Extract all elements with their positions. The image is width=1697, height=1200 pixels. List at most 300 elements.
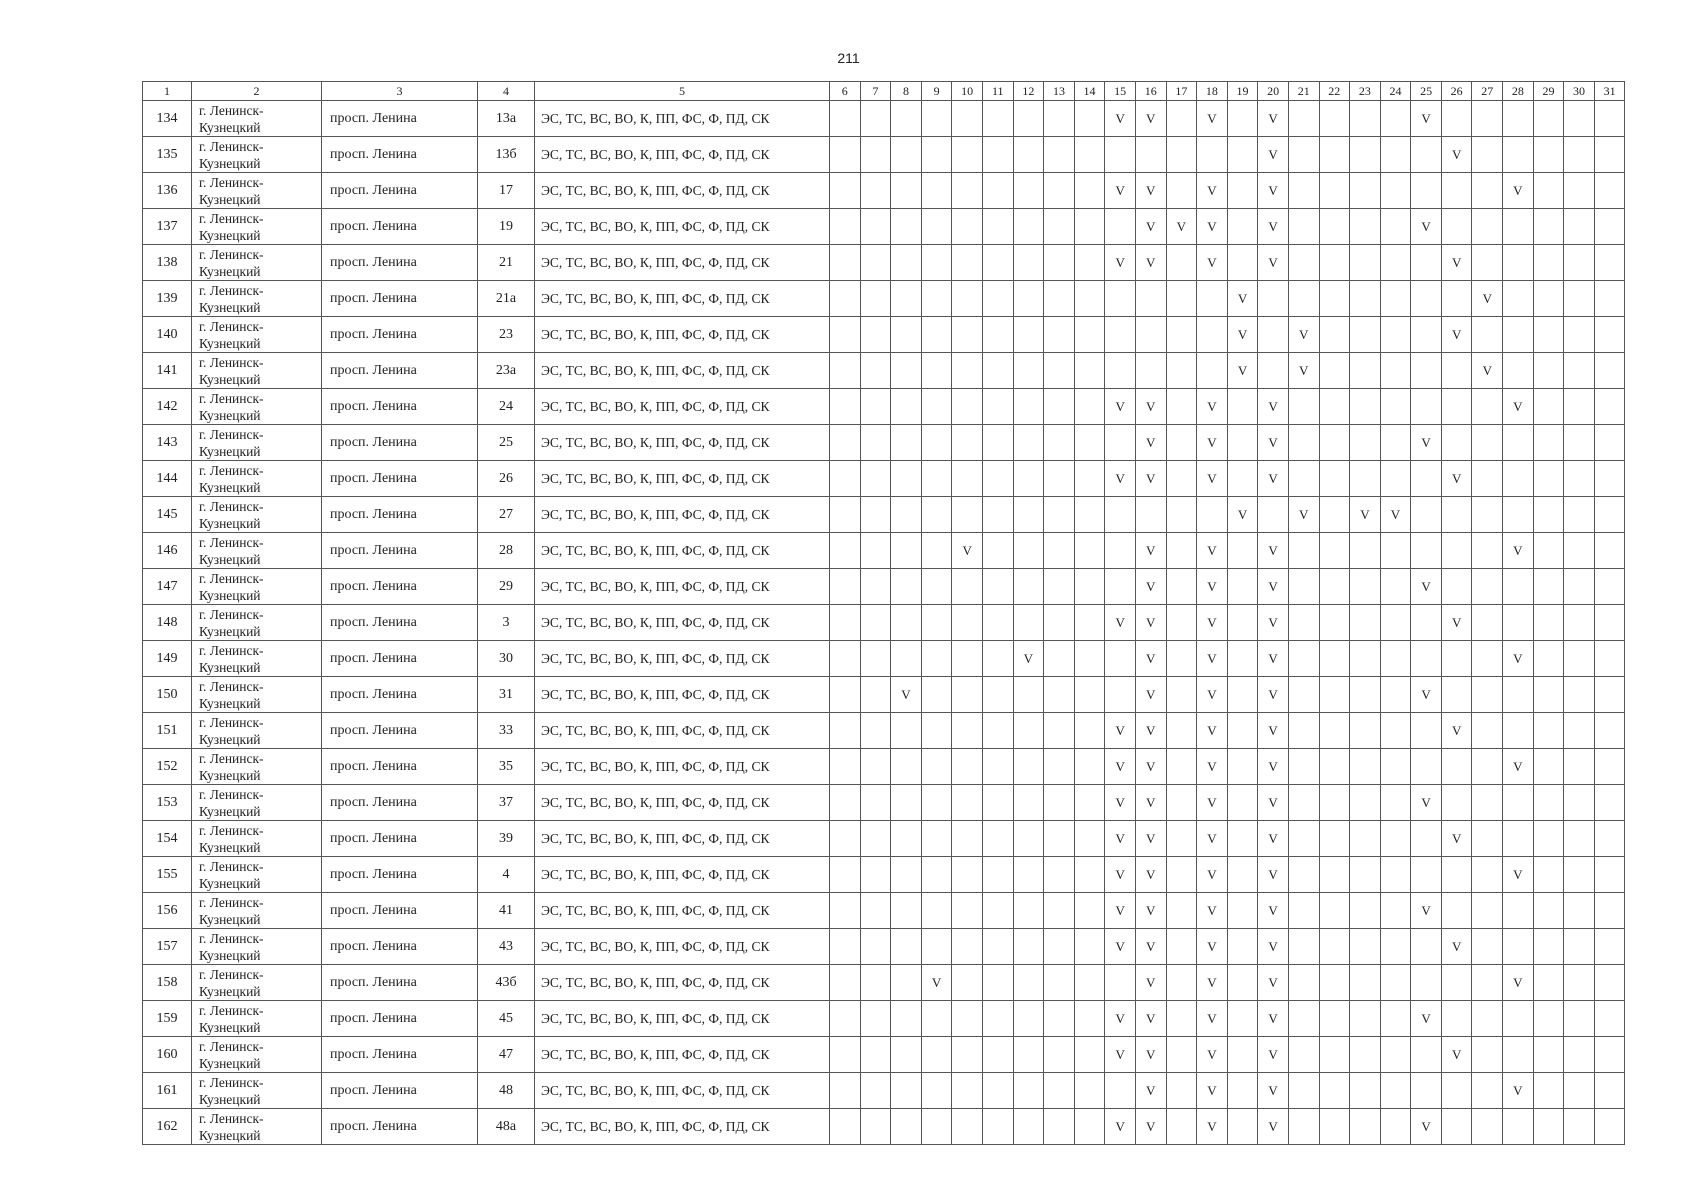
flag-cell-11 (982, 857, 1013, 893)
flag-cell-25 (1411, 425, 1442, 461)
flag-cell-7 (860, 173, 891, 209)
flag-cell-26 (1441, 785, 1472, 821)
flag-cell-15 (1105, 317, 1136, 353)
flag-cell-20 (1258, 173, 1289, 209)
flag-cell-20 (1258, 605, 1289, 641)
table-row (143, 1037, 1625, 1073)
flag-cell-13 (1044, 713, 1075, 749)
city-cell: г. Ленинск-Кузнецкий (192, 1037, 322, 1073)
row-number-cell: 137 (143, 209, 192, 245)
check-mark: V (1115, 1010, 1125, 1026)
check-mark: V (1237, 290, 1248, 306)
column-header-4: 4 (478, 82, 535, 101)
house-number-cell: 29 (478, 569, 535, 605)
house-number-cell: 26 (478, 461, 535, 497)
flag-cell-28 (1503, 893, 1534, 929)
flag-cell-6 (830, 1001, 861, 1037)
flag-cell-7 (860, 641, 891, 677)
flag-cell-26 (1441, 137, 1472, 173)
flag-cell-12 (1013, 785, 1044, 821)
row-number-cell: 154 (143, 821, 192, 857)
flag-cell-16 (1135, 965, 1166, 1001)
row-number-cell: 138 (143, 245, 192, 281)
check-mark: V (1237, 506, 1248, 522)
row-number-cell: 152 (143, 749, 192, 785)
check-mark: V (1115, 254, 1125, 270)
check-mark: V (1207, 542, 1217, 558)
flag-cell-23 (1350, 497, 1381, 533)
flag-cell-23 (1350, 173, 1381, 209)
flag-cell-22 (1319, 1109, 1350, 1145)
check-mark: V (1268, 398, 1278, 414)
flag-cell-25 (1411, 533, 1442, 569)
flag-cell-19 (1227, 1001, 1258, 1037)
flag-cell-19 (1227, 101, 1258, 137)
flag-cell-17 (1166, 1001, 1197, 1037)
flag-cell-27 (1472, 965, 1503, 1001)
check-mark: V (1115, 614, 1125, 630)
flag-cell-29 (1533, 281, 1564, 317)
flag-cell-11 (982, 497, 1013, 533)
flag-cell-7 (860, 353, 891, 389)
flag-cell-26 (1441, 1073, 1472, 1109)
flag-cell-18 (1197, 929, 1228, 965)
flag-cell-7 (860, 677, 891, 713)
column-header-29: 29 (1533, 82, 1564, 101)
flag-cell-30 (1564, 1109, 1595, 1145)
flag-cell-10 (952, 677, 983, 713)
flag-cell-7 (860, 1073, 891, 1109)
flag-cell-26 (1441, 677, 1472, 713)
flag-cell-7 (860, 929, 891, 965)
flag-cell-8 (891, 1037, 922, 1073)
flag-cell-11 (982, 893, 1013, 929)
check-mark: V (1207, 830, 1217, 846)
table-row (143, 785, 1625, 821)
flag-cell-25 (1411, 245, 1442, 281)
flag-cell-21 (1288, 245, 1319, 281)
check-mark: V (1207, 578, 1217, 594)
flag-cell-12 (1013, 1109, 1044, 1145)
flag-cell-14 (1074, 209, 1105, 245)
flag-cell-25 (1411, 281, 1442, 317)
flag-cell-20 (1258, 425, 1289, 461)
flag-cell-9 (921, 245, 952, 281)
flag-cell-6 (830, 425, 861, 461)
check-mark: V (1451, 326, 1462, 342)
flag-cell-7 (860, 749, 891, 785)
flag-cell-21 (1288, 965, 1319, 1001)
flag-cell-29 (1533, 641, 1564, 677)
flag-cell-18 (1197, 245, 1228, 281)
flag-cell-9 (921, 497, 952, 533)
flag-cell-30 (1564, 353, 1595, 389)
flag-cell-18 (1197, 749, 1228, 785)
flag-cell-22 (1319, 677, 1350, 713)
services-cell: ЭС, ТС, ВС, ВО, К, ПП, ФС, Ф, ПД, СК (535, 893, 830, 929)
table-row (143, 245, 1625, 281)
flag-cell-19 (1227, 497, 1258, 533)
row-number-cell: 139 (143, 281, 192, 317)
flag-cell-16 (1135, 353, 1166, 389)
flag-cell-15 (1105, 605, 1136, 641)
flag-cell-10 (952, 1001, 983, 1037)
flag-cell-15 (1105, 641, 1136, 677)
street-cell: просп. Ленина (322, 713, 478, 749)
flag-cell-24 (1380, 137, 1411, 173)
check-mark: V (1268, 146, 1278, 162)
flag-cell-18 (1197, 1109, 1228, 1145)
column-header-21: 21 (1288, 82, 1319, 101)
flag-cell-23 (1350, 713, 1381, 749)
flag-cell-22 (1319, 101, 1350, 137)
flag-cell-7 (860, 281, 891, 317)
city-cell: г. Ленинск-Кузнецкий (192, 929, 322, 965)
flag-cell-8 (891, 1001, 922, 1037)
row-number-cell: 162 (143, 1109, 192, 1145)
flag-cell-28 (1503, 857, 1534, 893)
check-mark: V (1268, 866, 1278, 882)
flag-cell-20 (1258, 857, 1289, 893)
flag-cell-30 (1564, 317, 1595, 353)
street-cell: просп. Ленина (322, 425, 478, 461)
flag-cell-8 (891, 389, 922, 425)
flag-cell-13 (1044, 209, 1075, 245)
flag-cell-14 (1074, 245, 1105, 281)
flag-cell-9 (921, 857, 952, 893)
table-row (143, 569, 1625, 605)
flag-cell-14 (1074, 281, 1105, 317)
services-cell: ЭС, ТС, ВС, ВО, К, ПП, ФС, Ф, ПД, СК (535, 929, 830, 965)
flag-cell-20 (1258, 137, 1289, 173)
flag-cell-9 (921, 1073, 952, 1109)
flag-cell-27 (1472, 677, 1503, 713)
flag-cell-31 (1594, 1001, 1625, 1037)
flag-cell-23 (1350, 461, 1381, 497)
flag-cell-20 (1258, 713, 1289, 749)
check-mark: V (1268, 686, 1278, 702)
flag-cell-15 (1105, 497, 1136, 533)
check-mark: V (1421, 902, 1431, 918)
flag-cell-20 (1258, 101, 1289, 137)
flag-cell-31 (1594, 497, 1625, 533)
flag-cell-24 (1380, 173, 1411, 209)
flag-cell-28 (1503, 173, 1534, 209)
flag-cell-9 (921, 173, 952, 209)
flag-cell-31 (1594, 929, 1625, 965)
flag-cell-16 (1135, 713, 1166, 749)
street-cell: просп. Ленина (322, 785, 478, 821)
table-row (143, 137, 1625, 173)
flag-cell-25 (1411, 749, 1442, 785)
flag-cell-21 (1288, 353, 1319, 389)
flag-cell-8 (891, 101, 922, 137)
services-cell: ЭС, ТС, ВС, ВО, К, ПП, ФС, Ф, ПД, СК (535, 713, 830, 749)
check-mark: V (1146, 1046, 1156, 1062)
flag-cell-26 (1441, 893, 1472, 929)
flag-cell-7 (860, 713, 891, 749)
city-cell: г. Ленинск-Кузнецкий (192, 821, 322, 857)
city-cell: г. Ленинск-Кузнецкий (192, 785, 322, 821)
flag-cell-30 (1564, 389, 1595, 425)
flag-cell-22 (1319, 569, 1350, 605)
services-cell: ЭС, ТС, ВС, ВО, К, ПП, ФС, Ф, ПД, СК (535, 173, 830, 209)
flag-cell-14 (1074, 929, 1105, 965)
flag-cell-12 (1013, 605, 1044, 641)
flag-cell-26 (1441, 857, 1472, 893)
flag-cell-9 (921, 569, 952, 605)
flag-cell-30 (1564, 533, 1595, 569)
flag-cell-31 (1594, 785, 1625, 821)
flag-cell-23 (1350, 533, 1381, 569)
flag-cell-23 (1350, 965, 1381, 1001)
flag-cell-10 (952, 281, 983, 317)
street-cell: просп. Ленина (322, 245, 478, 281)
flag-cell-15 (1105, 461, 1136, 497)
flag-cell-14 (1074, 533, 1105, 569)
flag-cell-16 (1135, 389, 1166, 425)
flag-cell-26 (1441, 605, 1472, 641)
flag-cell-22 (1319, 1037, 1350, 1073)
check-mark: V (1176, 218, 1187, 234)
house-number-cell: 3 (478, 605, 535, 641)
flag-cell-6 (830, 677, 861, 713)
row-number-cell: 158 (143, 965, 192, 1001)
flag-cell-30 (1564, 101, 1595, 137)
flag-cell-11 (982, 245, 1013, 281)
flag-cell-21 (1288, 101, 1319, 137)
flag-cell-9 (921, 425, 952, 461)
table-row (143, 209, 1625, 245)
column-header-14: 14 (1074, 82, 1105, 101)
house-number-cell: 39 (478, 821, 535, 857)
check-mark: V (1207, 1046, 1217, 1062)
flag-cell-20 (1258, 821, 1289, 857)
table-row (143, 173, 1625, 209)
check-mark: V (1299, 362, 1309, 378)
flag-cell-12 (1013, 749, 1044, 785)
flag-cell-24 (1380, 749, 1411, 785)
flag-cell-6 (830, 209, 861, 245)
flag-cell-16 (1135, 857, 1166, 893)
flag-cell-20 (1258, 929, 1289, 965)
flag-cell-28 (1503, 317, 1534, 353)
flag-cell-29 (1533, 209, 1564, 245)
flag-cell-27 (1472, 173, 1503, 209)
column-header-7: 7 (860, 82, 891, 101)
flag-cell-7 (860, 965, 891, 1001)
check-mark: V (1268, 470, 1278, 486)
check-mark: V (1207, 686, 1217, 702)
flag-cell-17 (1166, 893, 1197, 929)
flag-cell-23 (1350, 749, 1381, 785)
flag-cell-17 (1166, 317, 1197, 353)
flag-cell-18 (1197, 605, 1228, 641)
check-mark: V (1451, 470, 1462, 486)
flag-cell-27 (1472, 857, 1503, 893)
flag-cell-12 (1013, 317, 1044, 353)
flag-cell-11 (982, 1109, 1013, 1145)
column-header-17: 17 (1166, 82, 1197, 101)
flag-cell-31 (1594, 749, 1625, 785)
flag-cell-20 (1258, 317, 1289, 353)
row-number-cell: 146 (143, 533, 192, 569)
flag-cell-10 (952, 425, 983, 461)
flag-cell-29 (1533, 497, 1564, 533)
column-header-27: 27 (1472, 82, 1503, 101)
flag-cell-25 (1411, 209, 1442, 245)
flag-cell-27 (1472, 605, 1503, 641)
flag-cell-10 (952, 389, 983, 425)
flag-cell-15 (1105, 965, 1136, 1001)
street-cell: просп. Ленина (322, 533, 478, 569)
flag-cell-29 (1533, 1037, 1564, 1073)
services-cell: ЭС, ТС, ВС, ВО, К, ПП, ФС, Ф, ПД, СК (535, 1073, 830, 1109)
services-cell: ЭС, ТС, ВС, ВО, К, ПП, ФС, Ф, ПД, СК (535, 785, 830, 821)
house-number-cell: 33 (478, 713, 535, 749)
flag-cell-23 (1350, 821, 1381, 857)
flag-cell-28 (1503, 389, 1534, 425)
check-mark: V (1207, 182, 1217, 198)
check-mark: V (1268, 1082, 1278, 1098)
house-number-cell: 19 (478, 209, 535, 245)
check-mark: V (1146, 722, 1156, 738)
flag-cell-15 (1105, 749, 1136, 785)
flag-cell-27 (1472, 1037, 1503, 1073)
flag-cell-19 (1227, 569, 1258, 605)
check-mark: V (1513, 758, 1523, 774)
flag-cell-16 (1135, 641, 1166, 677)
column-header-15: 15 (1105, 82, 1136, 101)
column-header-18: 18 (1197, 82, 1228, 101)
flag-cell-9 (921, 389, 952, 425)
flag-cell-25 (1411, 965, 1442, 1001)
flag-cell-27 (1472, 137, 1503, 173)
flag-cell-24 (1380, 389, 1411, 425)
check-mark: V (1451, 722, 1462, 738)
check-mark: V (1146, 794, 1156, 810)
check-mark: V (1451, 146, 1462, 162)
flag-cell-23 (1350, 1073, 1381, 1109)
flag-cell-29 (1533, 749, 1564, 785)
flag-cell-27 (1472, 245, 1503, 281)
flag-cell-9 (921, 641, 952, 677)
flag-cell-9 (921, 101, 952, 137)
flag-cell-12 (1013, 929, 1044, 965)
house-number-cell: 30 (478, 641, 535, 677)
flag-cell-12 (1013, 101, 1044, 137)
flag-cell-11 (982, 425, 1013, 461)
table-row (143, 605, 1625, 641)
flag-cell-31 (1594, 857, 1625, 893)
flag-cell-12 (1013, 461, 1044, 497)
flag-cell-29 (1533, 317, 1564, 353)
flag-cell-15 (1105, 569, 1136, 605)
flag-cell-26 (1441, 281, 1472, 317)
city-cell: г. Ленинск-Кузнецкий (192, 101, 322, 137)
check-mark: V (1268, 1118, 1278, 1134)
flag-cell-27 (1472, 749, 1503, 785)
check-mark: V (1421, 1010, 1431, 1026)
flag-cell-31 (1594, 1037, 1625, 1073)
flag-cell-30 (1564, 713, 1595, 749)
flag-cell-7 (860, 1109, 891, 1145)
flag-cell-14 (1074, 965, 1105, 1001)
flag-cell-6 (830, 965, 861, 1001)
flag-cell-16 (1135, 785, 1166, 821)
column-header-10: 10 (952, 82, 983, 101)
street-cell: просп. Ленина (322, 137, 478, 173)
flag-cell-31 (1594, 533, 1625, 569)
flag-cell-18 (1197, 569, 1228, 605)
services-cell: ЭС, ТС, ВС, ВО, К, ПП, ФС, Ф, ПД, СК (535, 749, 830, 785)
check-mark: V (1268, 218, 1278, 234)
flag-cell-18 (1197, 101, 1228, 137)
column-header-12: 12 (1013, 82, 1044, 101)
flag-cell-30 (1564, 497, 1595, 533)
flag-cell-28 (1503, 785, 1534, 821)
check-mark: V (1023, 650, 1034, 666)
table-row (143, 425, 1625, 461)
flag-cell-12 (1013, 533, 1044, 569)
flag-cell-31 (1594, 353, 1625, 389)
flag-cell-14 (1074, 1109, 1105, 1145)
flag-cell-23 (1350, 1001, 1381, 1037)
flag-cell-24 (1380, 713, 1411, 749)
flag-cell-11 (982, 677, 1013, 713)
check-mark: V (1115, 182, 1125, 198)
house-number-cell: 41 (478, 893, 535, 929)
services-cell: ЭС, ТС, ВС, ВО, К, ПП, ФС, Ф, ПД, СК (535, 821, 830, 857)
flag-cell-26 (1441, 209, 1472, 245)
column-header-23: 23 (1350, 82, 1381, 101)
flag-cell-29 (1533, 173, 1564, 209)
flag-cell-15 (1105, 929, 1136, 965)
flag-cell-24 (1380, 1073, 1411, 1109)
flag-cell-20 (1258, 533, 1289, 569)
house-number-cell: 48 (478, 1073, 535, 1109)
flag-cell-17 (1166, 821, 1197, 857)
flag-cell-14 (1074, 821, 1105, 857)
flag-cell-6 (830, 281, 861, 317)
check-mark: V (1268, 542, 1278, 558)
column-header-11: 11 (982, 82, 1013, 101)
row-number-cell: 159 (143, 1001, 192, 1037)
flag-cell-28 (1503, 425, 1534, 461)
flag-cell-29 (1533, 785, 1564, 821)
check-mark: V (1146, 866, 1156, 882)
flag-cell-22 (1319, 713, 1350, 749)
flag-cell-26 (1441, 461, 1472, 497)
flag-cell-19 (1227, 929, 1258, 965)
flag-cell-12 (1013, 245, 1044, 281)
flag-cell-9 (921, 461, 952, 497)
flag-cell-17 (1166, 677, 1197, 713)
street-cell: просп. Ленина (322, 965, 478, 1001)
flag-cell-18 (1197, 461, 1228, 497)
flag-cell-27 (1472, 209, 1503, 245)
services-cell: ЭС, ТС, ВС, ВО, К, ПП, ФС, Ф, ПД, СК (535, 1001, 830, 1037)
check-mark: V (1207, 902, 1217, 918)
flag-cell-23 (1350, 209, 1381, 245)
flag-cell-25 (1411, 569, 1442, 605)
flag-cell-13 (1044, 317, 1075, 353)
flag-cell-17 (1166, 389, 1197, 425)
check-mark: V (1115, 866, 1125, 882)
flag-cell-30 (1564, 893, 1595, 929)
flag-cell-28 (1503, 569, 1534, 605)
services-cell: ЭС, ТС, ВС, ВО, К, ПП, ФС, Ф, ПД, СК (535, 605, 830, 641)
